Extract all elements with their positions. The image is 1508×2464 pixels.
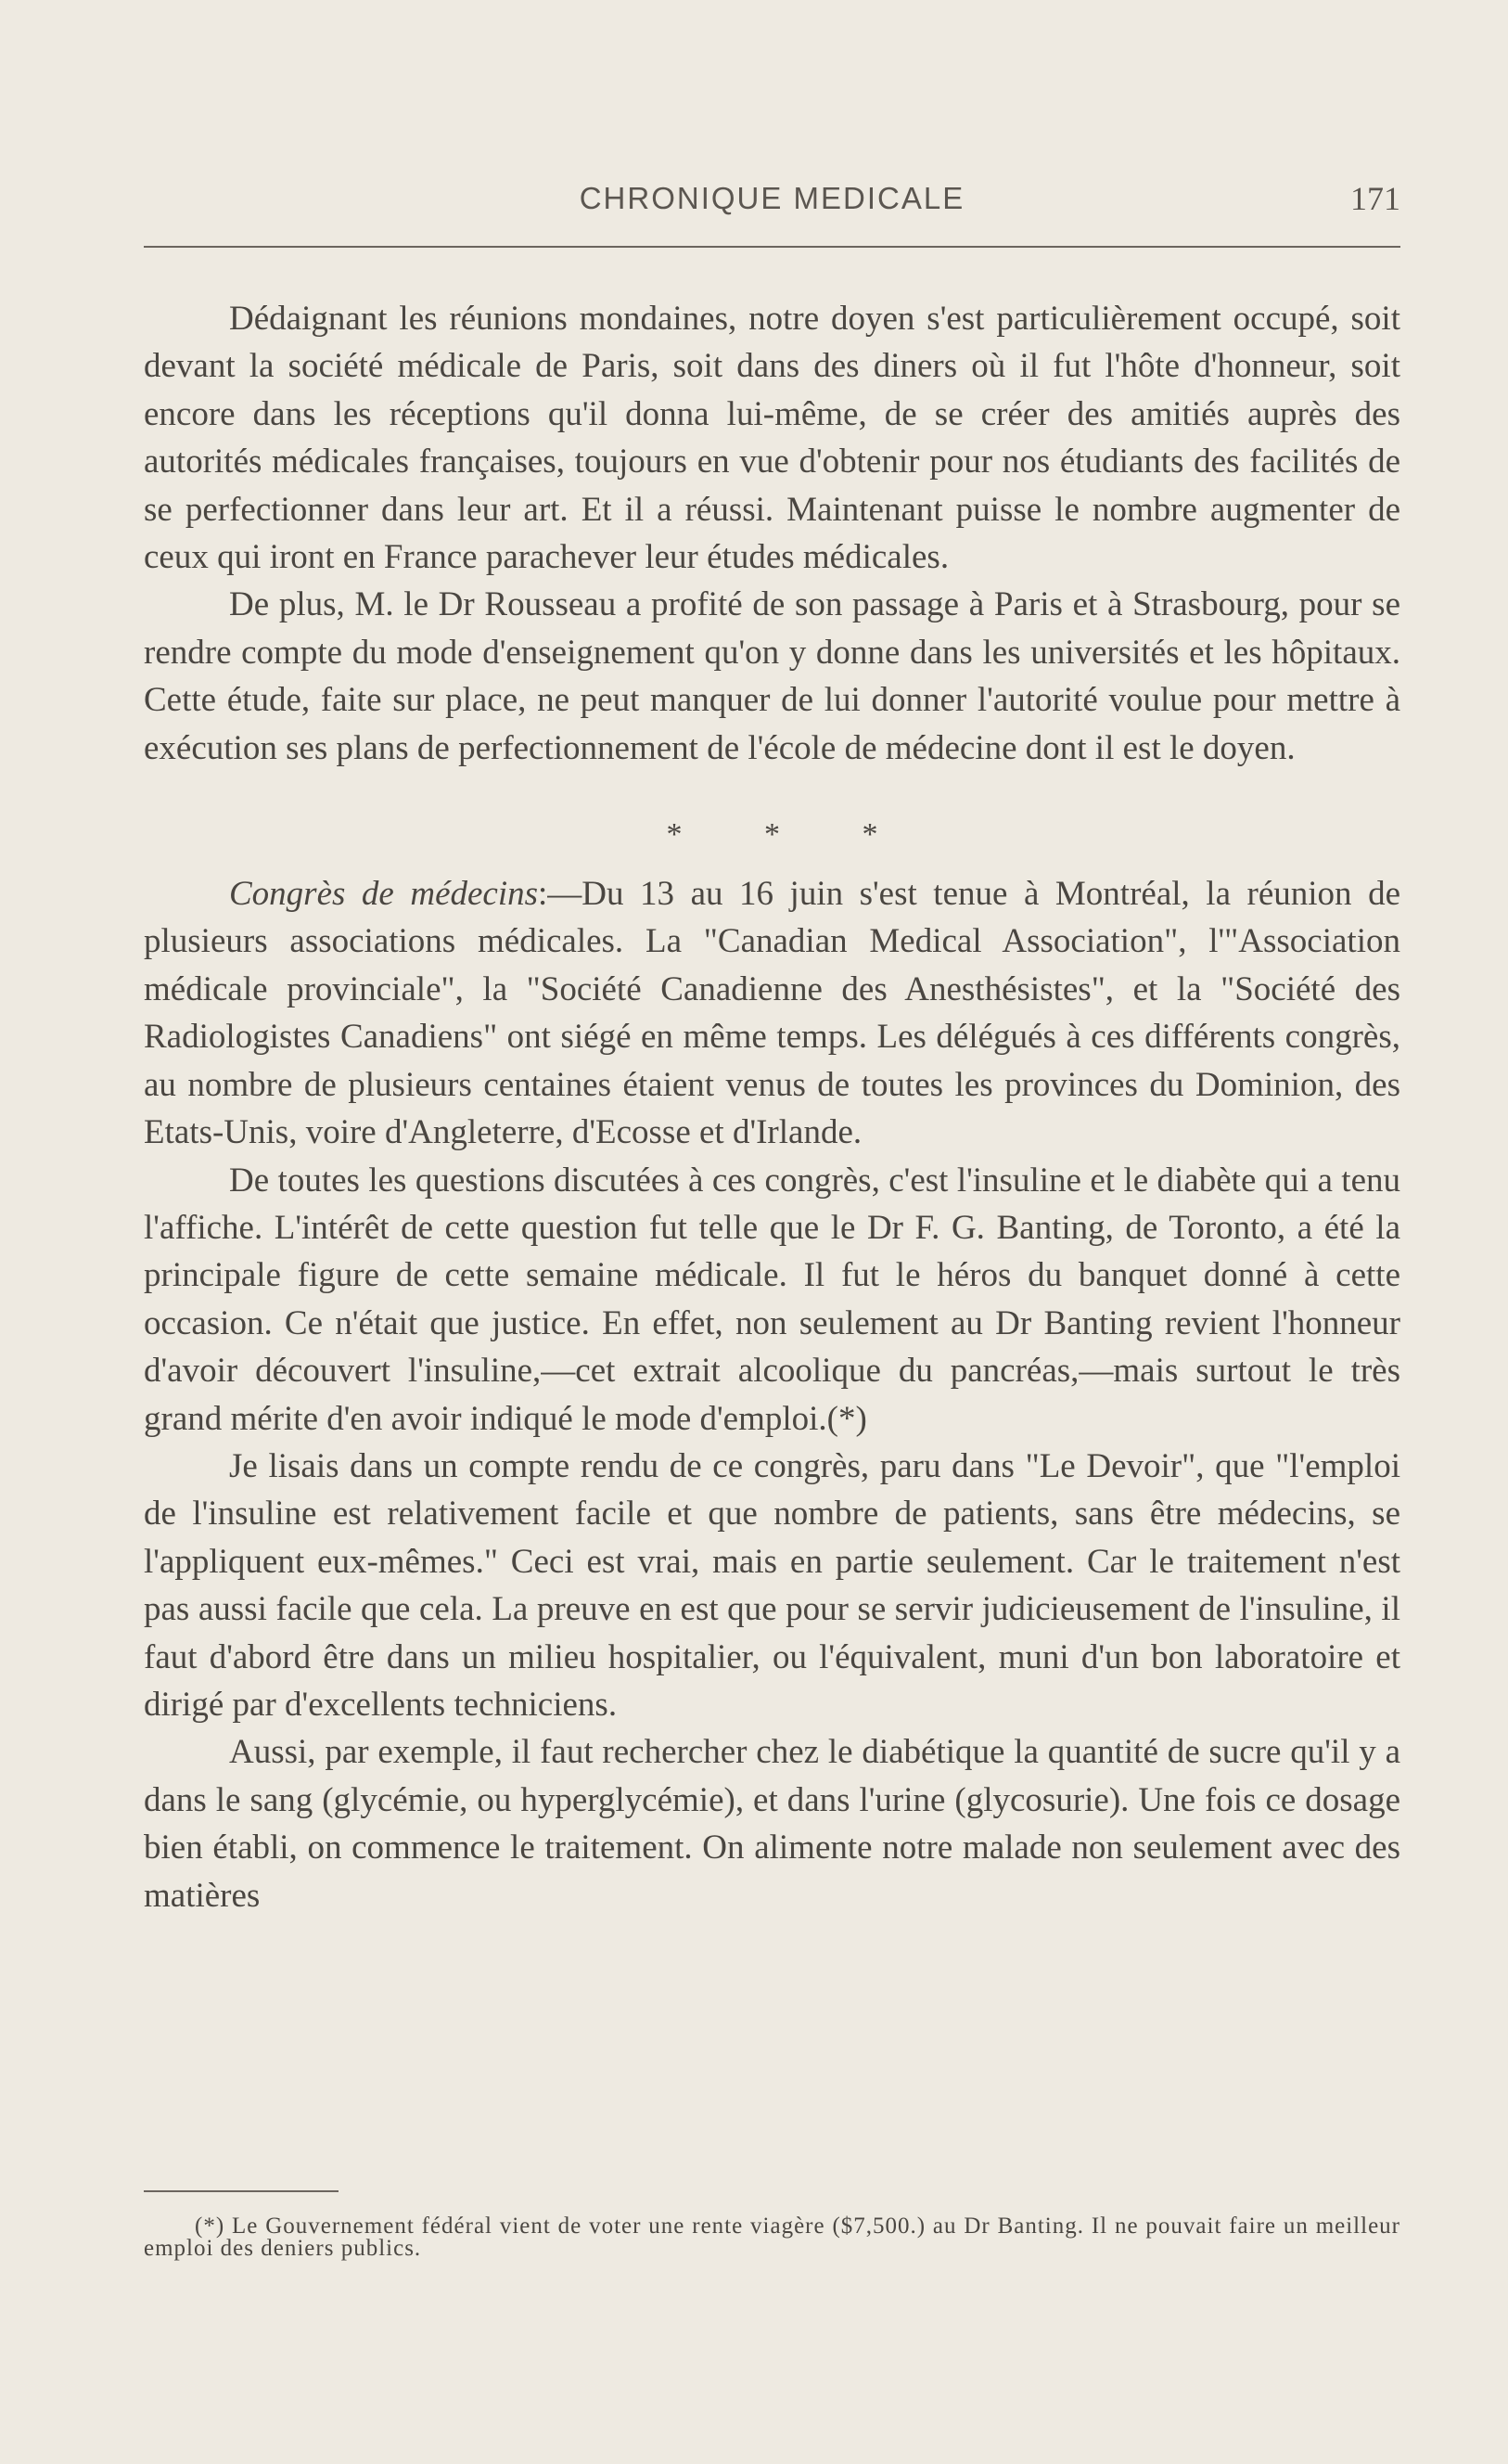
footnote-rule [144,2190,339,2192]
page-header [144,181,1400,248]
body-text [144,295,1400,1919]
paragraph-3-text: :—Du 13 au 16 juin s'est tenue à Montréal, la réunion de plusieurs associations médicales. La "Canadian Medical Association", l'"Association médicale provinciale", la "Société Canadienne des Anesthésistes", et la "Société des Radiologistes Canadiens" ont siégé en même temps. Les délégués à ces différents congrès, au nombre de plusieurs centaines étaient venus de toutes les provinces du Dominion, des Etats-Unis, voire d'Angleterre, d'Ecosse et d'Irlande. [144,875,1400,1152]
footnote: (*) Le Gouvernement fédéral vient de voter une rente viagère ($7,500.) au Dr Banting. Il ne pouvait faire un meilleur emploi des deniers publics. [144,2214,1400,2261]
paragraph-6: Aussi, par exemple, il faut rechercher chez le diabétique la quantité de sucre qu'il y a dans le sang (glycémie, ou hyperglycémie), et dans l'urine (glycosurie). Une fois ce dosage bien établi, on commence le traitement. On alimente notre malade non seulement avec des matières [144,1733,1400,1915]
paragraph-2: De plus, M. le Dr Rousseau a profité de son passage à Paris et à Strasbourg, pour se rendre compte du mode d'enseignement qu'on y donne dans les universités et les hôpitaux. Cette étude, faite sur place, ne peut manquer de lui donner l'autorité voulue pour mettre à exécution ses plans de perfectionnement de l'école de médecine dont il est le doyen. [144,585,1400,767]
paragraph-4: De toutes les questions discutées à ces congrès, c'est l'insuline et le diabète qui a tenu l'affiche. L'intérêt de cette question fut telle que le Dr F. G. Banting, de Toronto, a été la principale figure de cette semaine médicale. Il fut le héros du banquet donné à cette occasion. Ce n'était que justice. En effet, non seulement au Dr Banting revient l'honneur d'avoir découvert l'insuline,—cet extrait alcoolique du pancréas,—mais surtout le très grand mérite d'en avoir indiqué le mode d'emploi.(*) [144,1161,1400,1438]
paragraph-5: Je lisais dans un compte rendu de ce congrès, paru dans "Le Devoir", que "l'emploi de l'insuline est relativement facile et que nombre de patients, sans être médecins, se l'appliquent eux-mêmes." Ceci est vrai, mais en partie seulement. Car le traitement n'est pas aussi facile que cela. La preuve en est que pour se servir judicieusement de l'insuline, il faut d'abord être dans un milieu hospitalier, ou l'équivalent, muni d'un bon laboratoire et dirigé par d'excellents techniciens. [144,1446,1400,1724]
page-number: 171 [1350,180,1400,217]
section-heading: Congrès de médecins [229,875,539,914]
paragraph-1: Dédaignant les réunions mondaines, notre doyen s'est particulièrement occupé, soit devant la société médicale de Paris, soit dans des diners où il fut l'hôte d'honneur, soit encore dans les réceptions qu'il donna lui-même, de se créer des amitiés auprès des autorités médicales françaises, toujours en vue d'obtenir pour nos étudiants des facilités de se perfectionner dans leur art. Et il a réussi. Maintenant puisse le nombre augmenter de ceux qui iront en France parachever leur études médicales. [144,300,1400,577]
section-separator: * * * [666,817,915,853]
running-title: CHRONIQUE MEDICALE [579,181,965,215]
paragraph-3 [144,870,1400,1156]
